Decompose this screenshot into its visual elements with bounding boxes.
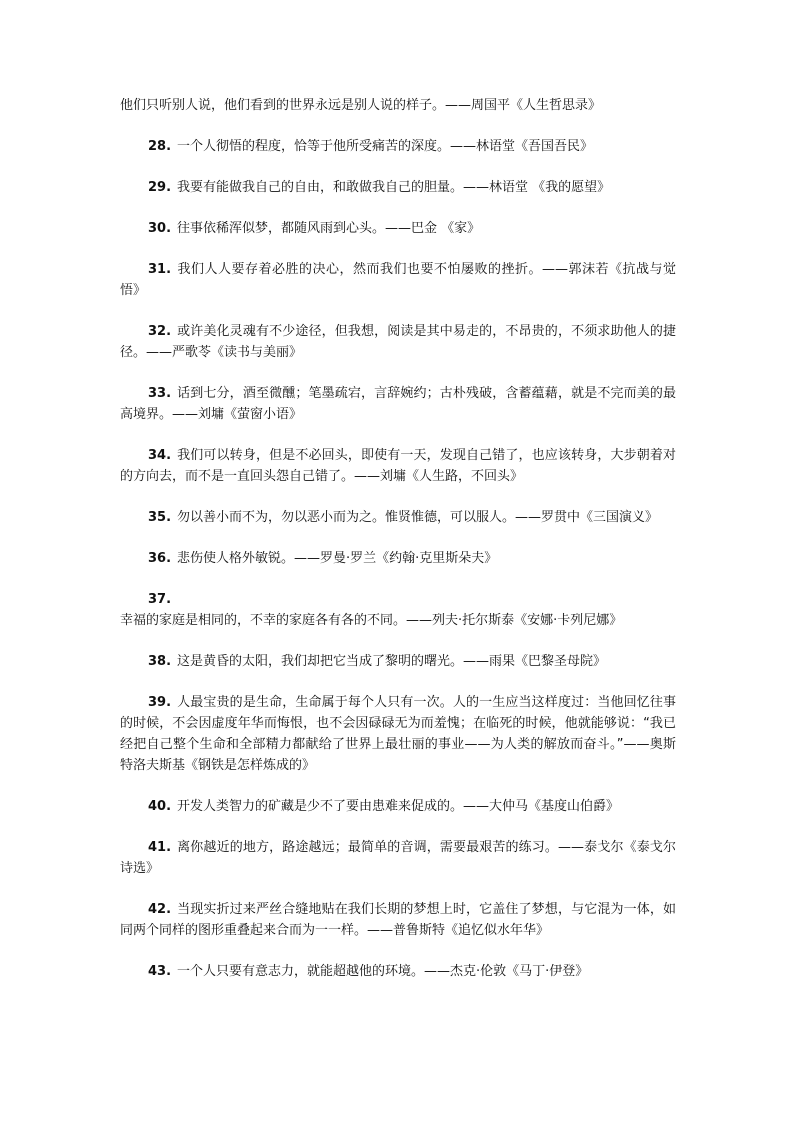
- quote-paragraph: [120, 899, 676, 941]
- quote-text: 这是黄昏的太阳，我们却把它当成了黎明的曙光。——雨果《巴黎圣母院》: [177, 654, 607, 669]
- quote-paragraph: [120, 136, 676, 157]
- quote-number: 35.: [148, 510, 172, 525]
- quote-paragraph: [120, 589, 676, 631]
- quote-paragraph: [120, 507, 676, 528]
- quote-text: 往事依稀浑似梦，都随风雨到心头。——巴金 《家》: [177, 221, 481, 236]
- quote-paragraph: [120, 177, 676, 198]
- quote-paragraph: [120, 321, 676, 363]
- quote-number: 32.: [148, 324, 172, 339]
- quote-number: 33.: [148, 386, 172, 401]
- quote-number: 31.: [148, 262, 172, 277]
- quote-text: 话到七分，酒至微醺；笔墨疏宕，言辞婉约；古朴残破，含蓄蕴藉，就是不完而美的最高境界。——刘墉《萤窗小语》: [120, 386, 676, 422]
- quote-text: 当现实折过来严丝合缝地贴在我们长期的梦想上时，它盖住了梦想，与它混为一体，如同两个同样的图形重叠起来合而为一一样。——普鲁斯特《追忆似水年华》: [120, 902, 676, 938]
- quote-number: 30.: [148, 221, 172, 236]
- quote-text: 离你越近的地方，路途越远；最简单的音调，需要最艰苦的练习。——泰戈尔《泰戈尔诗选》: [120, 840, 676, 876]
- quote-paragraph: [120, 548, 676, 569]
- quote-paragraph: [120, 837, 676, 879]
- quote-number: 41.: [148, 840, 172, 855]
- quote-number: 42.: [148, 902, 172, 917]
- quote-paragraph: [120, 651, 676, 672]
- quote-text: 悲伤使人格外敏锐。——罗曼·罗兰《约翰·克里斯朵夫》: [177, 551, 498, 566]
- lead-paragraph: 他们只听别人说，他们看到的世界永远是别人说的样子。——周国平《人生哲思录》: [120, 98, 602, 113]
- quote-text: 或许美化灵魂有不少途径，但我想，阅读是其中易走的，不昂贵的，不须求助他人的捷径。——严歌苓《读书与美丽》: [120, 324, 676, 360]
- quote-number: 29.: [148, 180, 172, 195]
- quote-text: 幸福的家庭是相同的，不幸的家庭各有各的不同。——列夫·托尔斯泰《安娜·卡列尼娜》: [120, 613, 623, 628]
- quote-number: 43.: [148, 964, 172, 979]
- quote-paragraph: [120, 445, 676, 487]
- quote-number: 28.: [148, 139, 172, 154]
- quote-paragraph: [120, 692, 676, 776]
- quote-text: 一个人彻悟的程度，恰等于他所受痛苦的深度。——林语堂《吾国吾民》: [177, 139, 594, 154]
- quote-paragraph: [120, 383, 676, 425]
- quote-text: 勿以善小而不为，勿以恶小而为之。惟贤惟德，可以服人。——罗贯中《三国演义》: [177, 510, 659, 525]
- quote-paragraph: [120, 259, 676, 301]
- quote-paragraph: [120, 796, 676, 817]
- document-body: [120, 95, 676, 1002]
- quote-text: 开发人类智力的矿藏是少不了要由患难来促成的。——大仲马《基度山伯爵》: [177, 799, 620, 814]
- quote-number: 39.: [148, 695, 172, 710]
- quote-text: 我们可以转身，但是不必回头，即使有一天，发现自己错了，也应该转身，大步朝着对的方向去，而不是一直回头怨自己错了。——刘墉《人生路，不回头》: [120, 448, 676, 484]
- quote-number: 38.: [148, 654, 172, 669]
- quote-paragraph: [120, 961, 676, 982]
- quote-text: 人最宝贵的是生命，生命属于每个人只有一次。人的一生应当这样度过：当他回忆往事的时候，不会因虚度年华而悔恨，也不会因碌碌无为而羞愧；在临死的时候，他就能够说：“我已经把自己整个生命和全部精力都献给了世界上最壮丽的事业——为人类的解放而奋斗。”——奥斯特洛夫斯基《钢铁是怎样炼成的》: [120, 695, 676, 773]
- quote-number: 36.: [148, 551, 172, 566]
- quote-text: 一个人只要有意志力，就能超越他的环境。——杰克·伦敦《马丁·伊登》: [177, 964, 589, 979]
- quote-number: 40.: [148, 799, 172, 814]
- quote-text: 我们人人要存着必胜的决心，然而我们也要不怕屡败的挫折。——郭沫若《抗战与觉悟》: [120, 262, 676, 298]
- quote-number: 37.: [148, 592, 172, 607]
- quote-paragraph: [120, 218, 676, 239]
- quote-text: 我要有能做我自己的自由，和敢做我自己的胆量。——林语堂 《我的愿望》: [177, 180, 611, 195]
- quote-number: 34.: [148, 448, 172, 463]
